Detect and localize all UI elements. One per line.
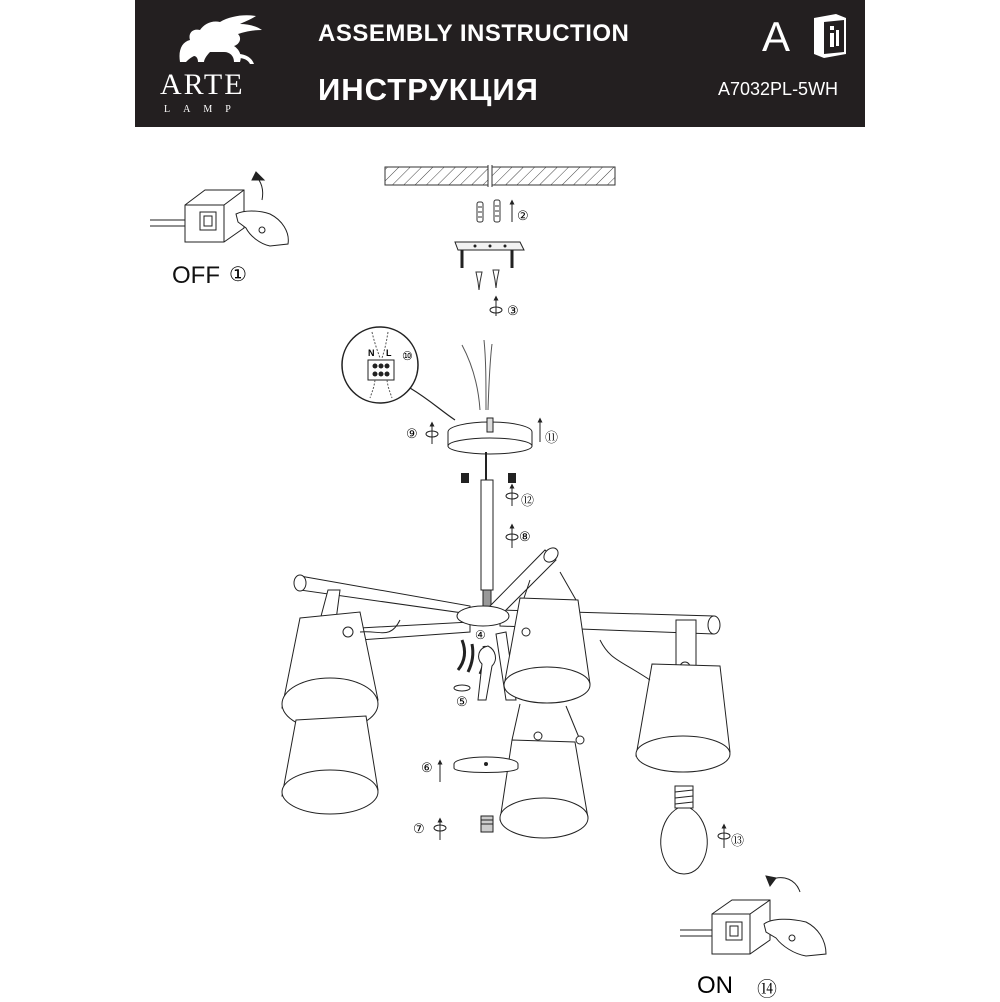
title-english: ASSEMBLY INSTRUCTION — [318, 20, 630, 47]
terminal-label-l: L — [386, 348, 392, 358]
step-3: ③ — [507, 303, 519, 318]
step-5: ⑤ — [456, 694, 468, 709]
mounting-plate — [455, 242, 524, 268]
step-14: ⑭ — [757, 979, 777, 1001]
step-4: ④ — [475, 628, 486, 642]
supply-wires — [462, 340, 492, 410]
hand-icon — [764, 919, 826, 956]
wiring-detail — [342, 327, 455, 420]
wrench-icon — [478, 646, 495, 700]
step-2: ② — [517, 208, 529, 223]
rotate-arrow-icon — [490, 298, 502, 316]
lightbulb-icon — [661, 786, 708, 874]
section-letter: A — [762, 13, 791, 60]
on-label: ON — [697, 972, 733, 999]
nut-right — [508, 473, 516, 483]
rotate-arrow-icon — [426, 424, 438, 444]
step-6: ⑥ — [421, 760, 433, 775]
step-11: ⑪ — [545, 430, 559, 445]
rotate-arrow-icon — [454, 685, 470, 691]
step-13: ⑬ — [731, 833, 745, 848]
lampshade-2 — [282, 716, 378, 814]
canopy — [448, 418, 532, 454]
step-10: ⑩ — [402, 349, 413, 363]
cap-nut — [481, 816, 493, 832]
lampshade-1 — [282, 590, 400, 730]
screws — [476, 270, 499, 290]
rotate-arrow-icon — [434, 820, 446, 840]
step-9: ⑨ — [406, 426, 418, 441]
title-russian: ИНСТРУКЦИЯ — [318, 72, 539, 107]
ceiling — [385, 165, 615, 187]
rotate-arrow-icon — [506, 526, 518, 548]
lampshade-4 — [600, 620, 730, 772]
switch-off-icon — [150, 172, 264, 242]
rotate-arrow-icon — [718, 826, 730, 848]
step-8: ⑧ — [519, 529, 531, 544]
step-7: ⑦ — [413, 821, 425, 836]
wall-plugs — [477, 200, 500, 222]
brand-name: ARTE — [160, 68, 245, 101]
terminal-label-n: N — [368, 348, 375, 358]
rod — [481, 452, 493, 608]
step-12: ⑫ — [521, 493, 535, 508]
rotate-arrow-icon — [506, 486, 518, 506]
cover-plate — [454, 757, 518, 773]
off-label: OFF — [172, 262, 220, 289]
nut-left — [461, 473, 469, 483]
model-number: A7032PL-5WH — [718, 79, 839, 99]
brand-subtitle: LAMP — [164, 104, 244, 115]
step-1: ① — [229, 264, 247, 286]
